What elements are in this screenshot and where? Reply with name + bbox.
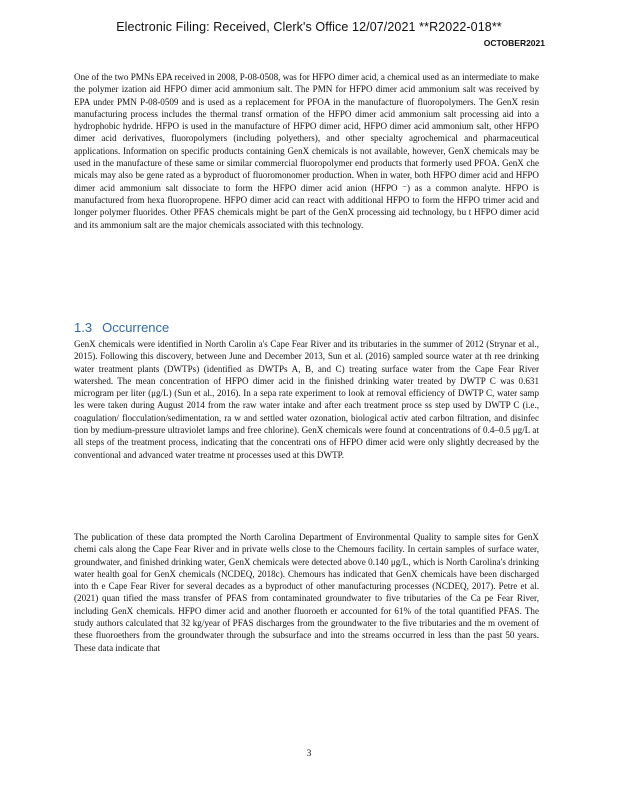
paragraph-occurrence-cape-fear: GenX chemicals were identified in North Carolin a's Cape Fear River and its tributaries in the summer of 2012 (Strynar et al., 2015). Following this discovery, between June and December 2013, Sun et al. (2016) sampled source water at th ree drinking water treatment plants (DWTPs) (identified as DWTPs A, B, and C) treating surface water from the Cape Fear River watershed. The mean concentration of HFPO dimer acid in the finished drinking water treated by DWTP C was 0.631 microgram per liter (μg/L) (Sun et al., 2016). In a sepa rate experiment to look at removal efficiency of DWTP C, water samp les were taken during August 2014 from the raw water intake and after each treatment proce ss step used by DWTP C (i.e., coagulation/ flocculation/sedimentation, ra w and settled water ozonation, biological activ ated carbon filtration, and disinfec tion by medium-pressure ultraviolet lamps and free chlorine). GenX chemicals were found at concentrations of 0.4–0.5 μg/L at all steps of the treatment process, indicating that the concentrati ons of HFPO dimer acid were only slightly decreased by the conventional and advanced water treatme nt processes used at this DWTP. [74,339,539,460]
filing-header: Electronic Filing: Received, Clerk's Office 12/07/2021 **R2022-018** [116,20,502,34]
section-heading [74,320,169,335]
paragraph-genx-manufacturing: One of the two PMNs EPA received in 2008, P-08-0508, was for HFPO dimer acid, a chemical used as an intermediate to make the polymer ization aid HFPO dimer acid ammonium salt. The PMN for HFPO dimer acid ammonium salt was received by EPA under PMN P-08-0509 and is used as a replacement for PFOA in the manufacture of fluoropolymers. The GenX resin manufacturing process includes the thermal transf ormation of the HFPO dimer acid ammonium salt processing aid into a hydrophobic hydride. HFPO is used in the manufacture of HFPO dimer acid, HFPO dimer acid ammonium salt, other HFPO dimer acid derivatives, fluoropolymers (including polyethers), and other specialty agrochemical and pharmaceutical applications. Information on specific products containing GenX chemicals is not available, however, GenX chemicals may be used in the manufacture of these same or similar commercial fluoropolymer end products that formerly used PFOA. GenX che micals may also be gene rated as a byproduct of fluoromonomer production. When in water, both HFPO dimer acid and HFPO dimer acid ammonium salt dissociate to form the HFPO dimer acid anion (HFPO ⁻) as a common analyte. HFPO is manufactured from hexa fluoropropene. HFPO dimer acid can react with additional HFPO to form the HFPO trimer acid and longer polymer fluorides. Other PFAS chemicals might be part of the GenX processing aid technology, bu t HFPO dimer acid and its ammonium salt are the major chemicals associated with this technology. [74,72,539,230]
page-number: 3 [306,749,312,759]
section-title: Occurrence [102,320,170,335]
paragraph-ncdeq-sampling: The publication of these data prompted the North Carolina Department of Environmental Quality to sample sites for GenX chemi cals along the Cape Fear River and in private wells close to the Chemours facility. In certain samples of surface water, groundwater, and finished drinking water, GenX chemicals were detected above 0.140 μg/L, which is North Carolina's drinking water health goal for GenX chemicals (NCDEQ, 2018c). Chemours has indicated that GenX chemicals have been discharged into th e Cape Fear River for several decades as a byproduct of other manufacturing processes (NCDEQ, 2017). Petre et al. (2021) quan tified the mass transfer of PFAS from contaminated groundwater to five tributaries of the Ca pe Fear River, including GenX chemicals. HFPO dimer acid and another fluoroeth er accounted for 61% of the total quantified PFAS. The study authors calculated that 32 kg/year of PFAS discharges from the groundwater to the five tributaries and the m ovement of these fluoroethers from the groundwater through the subsurface and into the streams occurred in less than the past 50 years. These data indicate that [74,532,539,653]
section-number: 1.3 [74,320,93,335]
header-date: OCTOBER2021 [483,38,545,48]
